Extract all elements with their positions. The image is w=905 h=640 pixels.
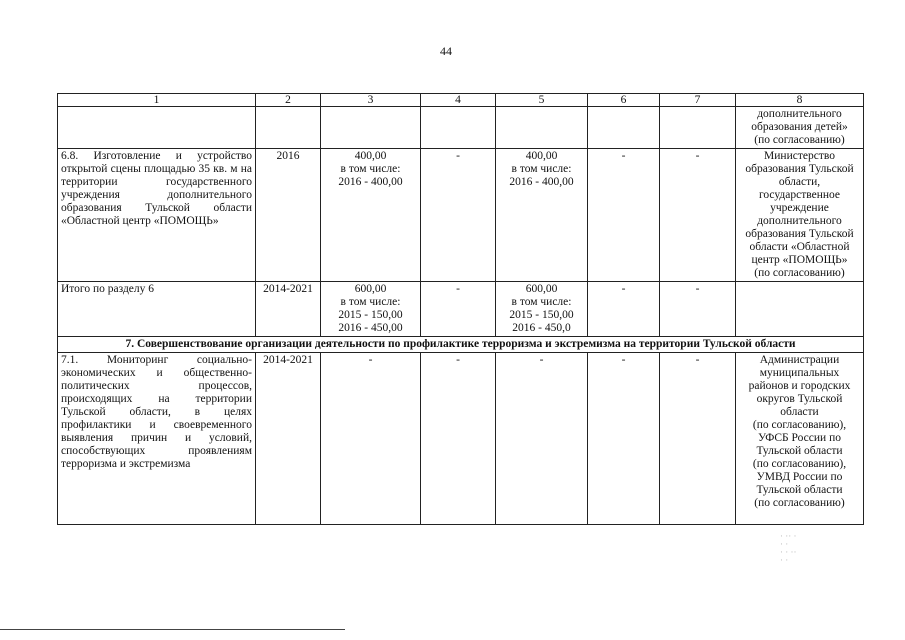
funding-cell: - [321,353,421,525]
activity-name: 6.8. Изготовление и устройство открытой сцены площадью 35 кв. м на территории государственного учреждения дополнительного образования Тульской области «Областной центр «ПОМОЩЬ» [58,149,256,282]
table-row-total-6 [58,282,864,337]
column-header: 3 [321,94,421,107]
column-header: 6 [588,94,660,107]
funding-cell: 400,00 в том числе: 2016 - 400,00 [496,149,588,282]
activity-name: 7.1. Мониторинг социально-экономических и общественно-политических процессов, происходящих на территории Тульской области, в целях профилактики и своевременного выявления причин и условий, способствующих проявлениям терроризма и экстремизма [58,353,256,525]
page-number: 44 [440,44,452,58]
section-7-row [58,337,864,353]
table-row-continuation [58,107,864,149]
total-funding-cell: 600,00 в том числе: 2015 - 150,00 2016 - 450,00 [321,282,421,337]
executor-cell [736,282,864,337]
table-row-6-8 [58,149,864,282]
column-header: 2 [256,94,321,107]
funding-cell: - [421,149,496,282]
funding-cell: - [421,282,496,337]
column-header: 7 [660,94,736,107]
executor-cell: Министерство образования Тульской области, государственное учреждение дополнительного образования Тульской области «Областной центр «ПОМОЩЬ» (по согласованию) [736,149,864,282]
funding-cell: - [588,149,660,282]
activity-name: Итого по разделу 6 [58,282,256,337]
funding-cell: - [421,353,496,525]
program-table [57,93,864,525]
column-header: 1 [58,94,256,107]
column-header: 5 [496,94,588,107]
table-row-7-1 [58,353,864,525]
scan-noise: · ·· · · · · · ·· · · [780,531,797,565]
period-cell: 2014-2021 [256,353,321,525]
funding-cell: - [496,353,588,525]
period-cell: 2014-2021 [256,282,321,337]
funding-cell: - [588,353,660,525]
funding-cell: - [660,282,736,337]
funding-cell: 600,00 в том числе: 2015 - 150,00 2016 - 450,0 [496,282,588,337]
executor-cell: дополнительного образования детей» (по согласованию) [736,107,864,149]
period-cell: 2016 [256,149,321,282]
section-title: 7. Совершенствование организации деятельности по профилактике терроризма и экстремизма на территории Тульской области [58,337,864,353]
funding-cell: - [660,149,736,282]
header-row [58,94,864,107]
column-header: 8 [736,94,864,107]
executor-cell: Администрации муниципальных районов и городских округов Тульской области (по согласованию), УФСБ России по Тульской области (по согласованию), УМВД России по Тульской области (по согласованию) [736,353,864,525]
total-funding-cell: 400,00 в том числе: 2016 - 400,00 [321,149,421,282]
column-header: 4 [421,94,496,107]
funding-cell: - [660,353,736,525]
funding-cell: - [588,282,660,337]
footer-divider [0,629,345,630]
